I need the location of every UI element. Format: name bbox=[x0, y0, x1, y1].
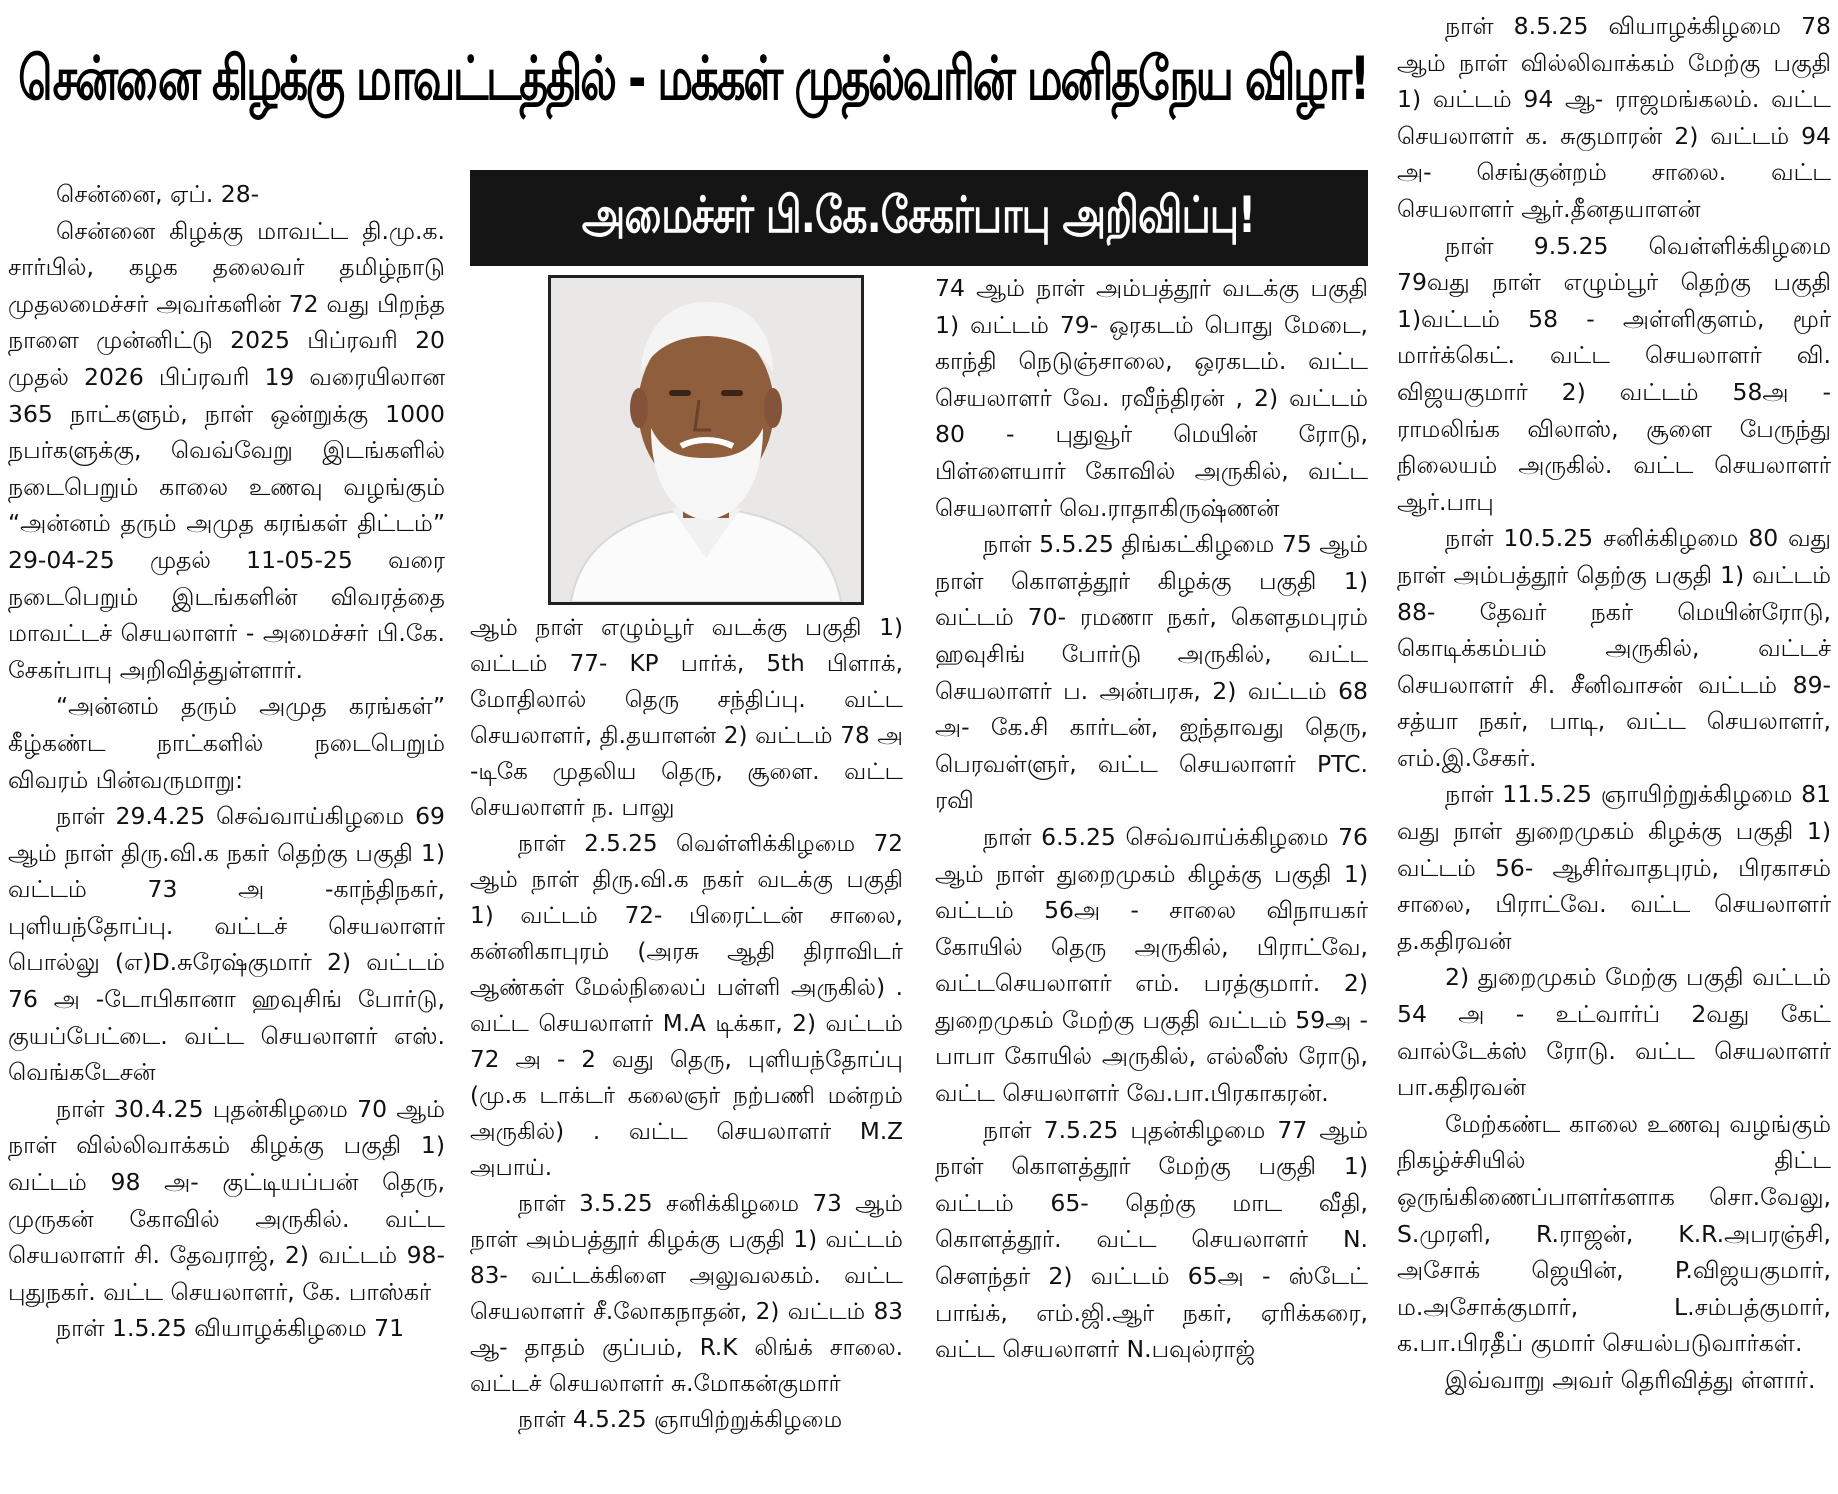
headline-text: சென்னை கிழக்கு மாவட்டத்தில் - மக்கள் முதல்வரின் மனிதநேய விழா! bbox=[17, 44, 1368, 114]
article-paragraph: நாள் 7.5.25 புதன்கிழமை 77 ஆம் நாள் கொளத்தூர் மேற்கு பகுதி 1) வட்டம் 65- தெற்கு மாட வீதி, கொளத்தூர். வட்ட செயலாளர் N. சௌந்தர் 2) வட்டம் 65அ - ஸ்டேட் பாங்க், எம்.ஜி.ஆர் நகர், ஏரிக்கரை, வட்ட செயலாளர் N.பவுல்ராஜ் bbox=[935, 1115, 1368, 1364]
article-paragraph: மேற்கண்ட காலை உணவு வழங்கும் நிகழ்ச்சியில் திட்ட ஒருங்கிணைப்பாளர்களாக சொ.வேலு, S.முரளி, R.ராஜன், K.R.அபரஞ்சி, அசோக் ஜெயின், P.விஜயகுமார், ம.அசோக்குமார், L.சம்பத்குமார், க.பா.பிரதீப் குமார் செயல்படுவார்கள். bbox=[1397, 1109, 1831, 1358]
subheadline-text: அமைச்சர் பி.கே.சேகர்பாபு அறிவிப்பு! bbox=[582, 185, 1256, 244]
article-paragraph: நாள் 11.5.25 ஞாயிற்றுக்கிழமை 81 வது நாள் துறைமுகம் கிழக்கு பகுதி 1) வட்டம் 56- ஆசிர்வாதபுரம், பிரகாசம் சாலை, பிராட்வே. வட்ட செயலாளர் த.கதிரவன் bbox=[1397, 780, 1831, 955]
article-paragraph: நாள் 10.5.25 சனிக்கிழமை 80 வது நாள் அம்பத்தூர் தெற்கு பகுதி 1) வட்டம் 88- தேவர் நகர் மெயின்ரோடு, கொடிக்கம்பம் அருகில், வட்டச் செயலாளர் சி. சீனிவாசன் வட்டம் 89- சத்யா நகர், பாடி, வட்ட செயலாளர், எம்.இ.சேகர். bbox=[1397, 524, 1831, 772]
article-paragraph: நாள் 5.5.25 திங்கட்கிழமை 75 ஆம் நாள் கொளத்தூர் கிழக்கு பகுதி 1) வட்டம் 70- ரமணா நகர், கௌதமபுரம் ஹவுசிங் போர்டு அருகில், வட்ட செயலாளர் ப. அன்பரசு, 2) வட்டம் 68 அ- கே.சி கார்டன், ஐந்தாவது தெரு, பெரவள்ளுர், வட்ட செயலாளர் PTC. ரவி bbox=[935, 530, 1368, 815]
article-column-4 bbox=[1397, 8, 1831, 1399]
article-paragraph: ஆம் நாள் எழும்பூர் வடக்கு பகுதி 1) வட்டம் 77- KP பார்க், 5th பிளாக், மோதிலால் தெரு சந்திப்பு. வட்ட செயலாளர், தி.தயாளன் 2) வட்டம் 78 அ -டிகே முதலிய தெரு, சூளை. வட்ட செயலாளர் ந. பாலு bbox=[470, 615, 903, 821]
article-column-1 bbox=[8, 176, 445, 1347]
article-paragraph: நாள் 2.5.25 வெள்ளிக்கிழமை 72 ஆம் நாள் திரு.வி.க நகர் வடக்கு பகுதி 1) வட்டம் 72- பிரைட்டன் சாலை, கன்னிகாபுரம் (அரசு ஆதி திராவிடர் ஆண்கள் மேல்நிலைப் பள்ளி அருகில்) . வட்ட செயலாளர் M.A டிக்கா, 2) வட்டம் 72 அ - 2 வது தெரு, புளியந்தோப்பு (மு.க டாக்டர் கலைஞர் நற்பணி மன்றம் அருகில்) . வட்ட செயலாளர் M.Z அபாய். bbox=[470, 831, 903, 1181]
article-paragraph: நாள் 6.5.25 செவ்வாய்க்கிழமை 76 ஆம் நாள் துறைமுகம் கிழக்கு பகுதி 1) வட்டம் 56அ - சாலை விநாயகர் கோயில் தெரு அருகில், பிராட்வே, வட்டசெயலாளர் எம். பரத்குமார். 2) துறைமுகம் மேற்கு பகுதி வட்டம் 59அ - பாபா கோயில் அருகில், எல்லீஸ் ரோடு, வட்ட செயலாளர் வே.பா.பிரகாகரன். bbox=[935, 822, 1368, 1108]
article-paragraph: நாள் 3.5.25 சனிக்கிழமை 73 ஆம் நாள் அம்பத்தூர் கிழக்கு பகுதி 1) வட்டம் 83- வட்டக்கிளை அலுவலகம். வட்ட செயலாளர் சீ.லோகநாதன், 2) வட்டம் 83 ஆ- தாதம் குப்பம், R.K லிங்க் சாலை. வட்டச் செயலாளர் சு.மோகன்குமார் bbox=[470, 1191, 903, 1397]
article-paragraph: “அன்னம் தரும் அமுத கரங்கள்” கீழ்கண்ட நாட்களில் நடைபெறும் விவரம் பின்வருமாறு: bbox=[8, 692, 445, 794]
article-paragraph: நாள் 8.5.25 வியாழக்கிழமை 78 ஆம் நாள் வில்லிவாக்கம் மேற்கு பகுதி 1) வட்டம் 94 ஆ- ராஜமங்கலம். வட்ட செயலாளர் க. சுகுமாரன் 2) வட்டம் 94 அ- செங்குன்றம் சாலை. வட்ட செயலாளர் ஆர்.தீனதயாளன் bbox=[1397, 12, 1831, 223]
portrait-illustration bbox=[551, 278, 861, 602]
article-paragraph: நாள் 4.5.25 ஞாயிற்றுக்கிழமை bbox=[518, 1407, 843, 1433]
dateline: சென்னை, ஏப். 28- bbox=[56, 180, 260, 208]
portrait-photo bbox=[548, 275, 864, 605]
subheadline-banner bbox=[470, 170, 1368, 266]
headline bbox=[0, 8, 1385, 158]
article-paragraph: 2) துறைமுகம் மேற்கு பகுதி வட்டம் 54 அ - உட்வார்ப் 2வது கேட் வால்டேக்ஸ் ரோடு. வட்ட செயலாளர் பா.கதிரவன் bbox=[1397, 963, 1831, 1102]
article-column-3 bbox=[935, 270, 1368, 1368]
article-column-2 bbox=[470, 610, 903, 1438]
article-paragraph: இவ்வாறு அவர் தெரிவித்து ள்ளார். bbox=[1445, 1365, 1816, 1394]
article-paragraph: நாள் 1.5.25 வியாழக்கிழமை 71 bbox=[56, 1314, 405, 1343]
article-paragraph: 74 ஆம் நாள் அம்பத்தூர் வடக்கு பகுதி 1) வட்டம் 79- ஒரகடம் பொது மேடை, காந்தி நெடுஞ்சாலை, ஒரகடம். வட்ட செயலாளர் வே. ரவீந்திரன் , 2) வட்டம் 80 - புதுவூர் மெயின் ரோடு, பிள்ளையார் கோவில் அருகில், வட்ட செயலாளர் வெ.ராதாகிருஷ்ணன் bbox=[935, 274, 1368, 522]
article-paragraph: நாள் 30.4.25 புதன்கிழமை 70 ஆம் நாள் வில்லிவாக்கம் கிழக்கு பகுதி 1) வட்டம் 98 அ- குட்டியப்பன் தெரு, முருகன் கோவில் அருகில். வட்ட செயலாளர் சி. தேவராஜ், 2) வட்டம் 98- புதுநகர். வட்ட செயலாளர், கே. பாஸ்கர் bbox=[8, 1094, 445, 1306]
article-paragraph: நாள் 9.5.25 வெள்ளிக்கிழமை 79வது நாள் எழும்பூர் தெற்கு பகுதி 1)வட்டம் 58 - அள்ளிகுளம், மூர் மார்க்கெட். வட்ட செயலாளர் வி. விஜயகுமார் 2) வட்டம் 58அ - ராமலிங்க விலாஸ், சூளை பேருந்து நிலையம் அருகில். வட்ட செயலாளர் ஆர்.பாபு bbox=[1397, 231, 1831, 516]
article-paragraph: நாள் 29.4.25 செவ்வாய்கிழமை 69 ஆம் நாள் திரு.வி.க நகர் தெற்கு பகுதி 1) வட்டம் 73 அ -காந்திநகர், புளியந்தோப்பு. வட்டச் செயலாளர் பொல்லு (எ)D.சுரேஷ்குமார் 2) வட்டம் 76 அ -டோபிகானா ஹவுசிங் போர்டு, குயப்பேட்டை. வட்ட செயலாளர் எஸ். வெங்கடேசன் bbox=[8, 802, 445, 1087]
article-paragraph: சென்னை கிழக்கு மாவட்ட தி.மு.க. சார்பில், கழக தலைவர் தமிழ்நாடு முதலமைச்சர் அவர்களின் 72 வது பிறந்த நாளை முன்னிட்டு 2025 பிப்ரவரி 20 முதல் 2026 பிப்ரவரி 19 வரையிலான 365 நாட்களும், நாள் ஒன்றுக்கு 1000 நபர்களுக்கு, வெவ்வேறு இடங்களில் நடைபெறும் காலை உணவு வழங்கும் “அன்னம் தரும் அமுத கரங்கள் திட்டம்” 29-04-25 முதல் 11-05-25 வரை நடைபெறும் இடங்களின் விவரத்தை மாவட்டச் செயலாளர் - அமைச்சர் பி.கே. சேகர்பாபு அறிவித்துள்ளார். bbox=[8, 216, 445, 684]
